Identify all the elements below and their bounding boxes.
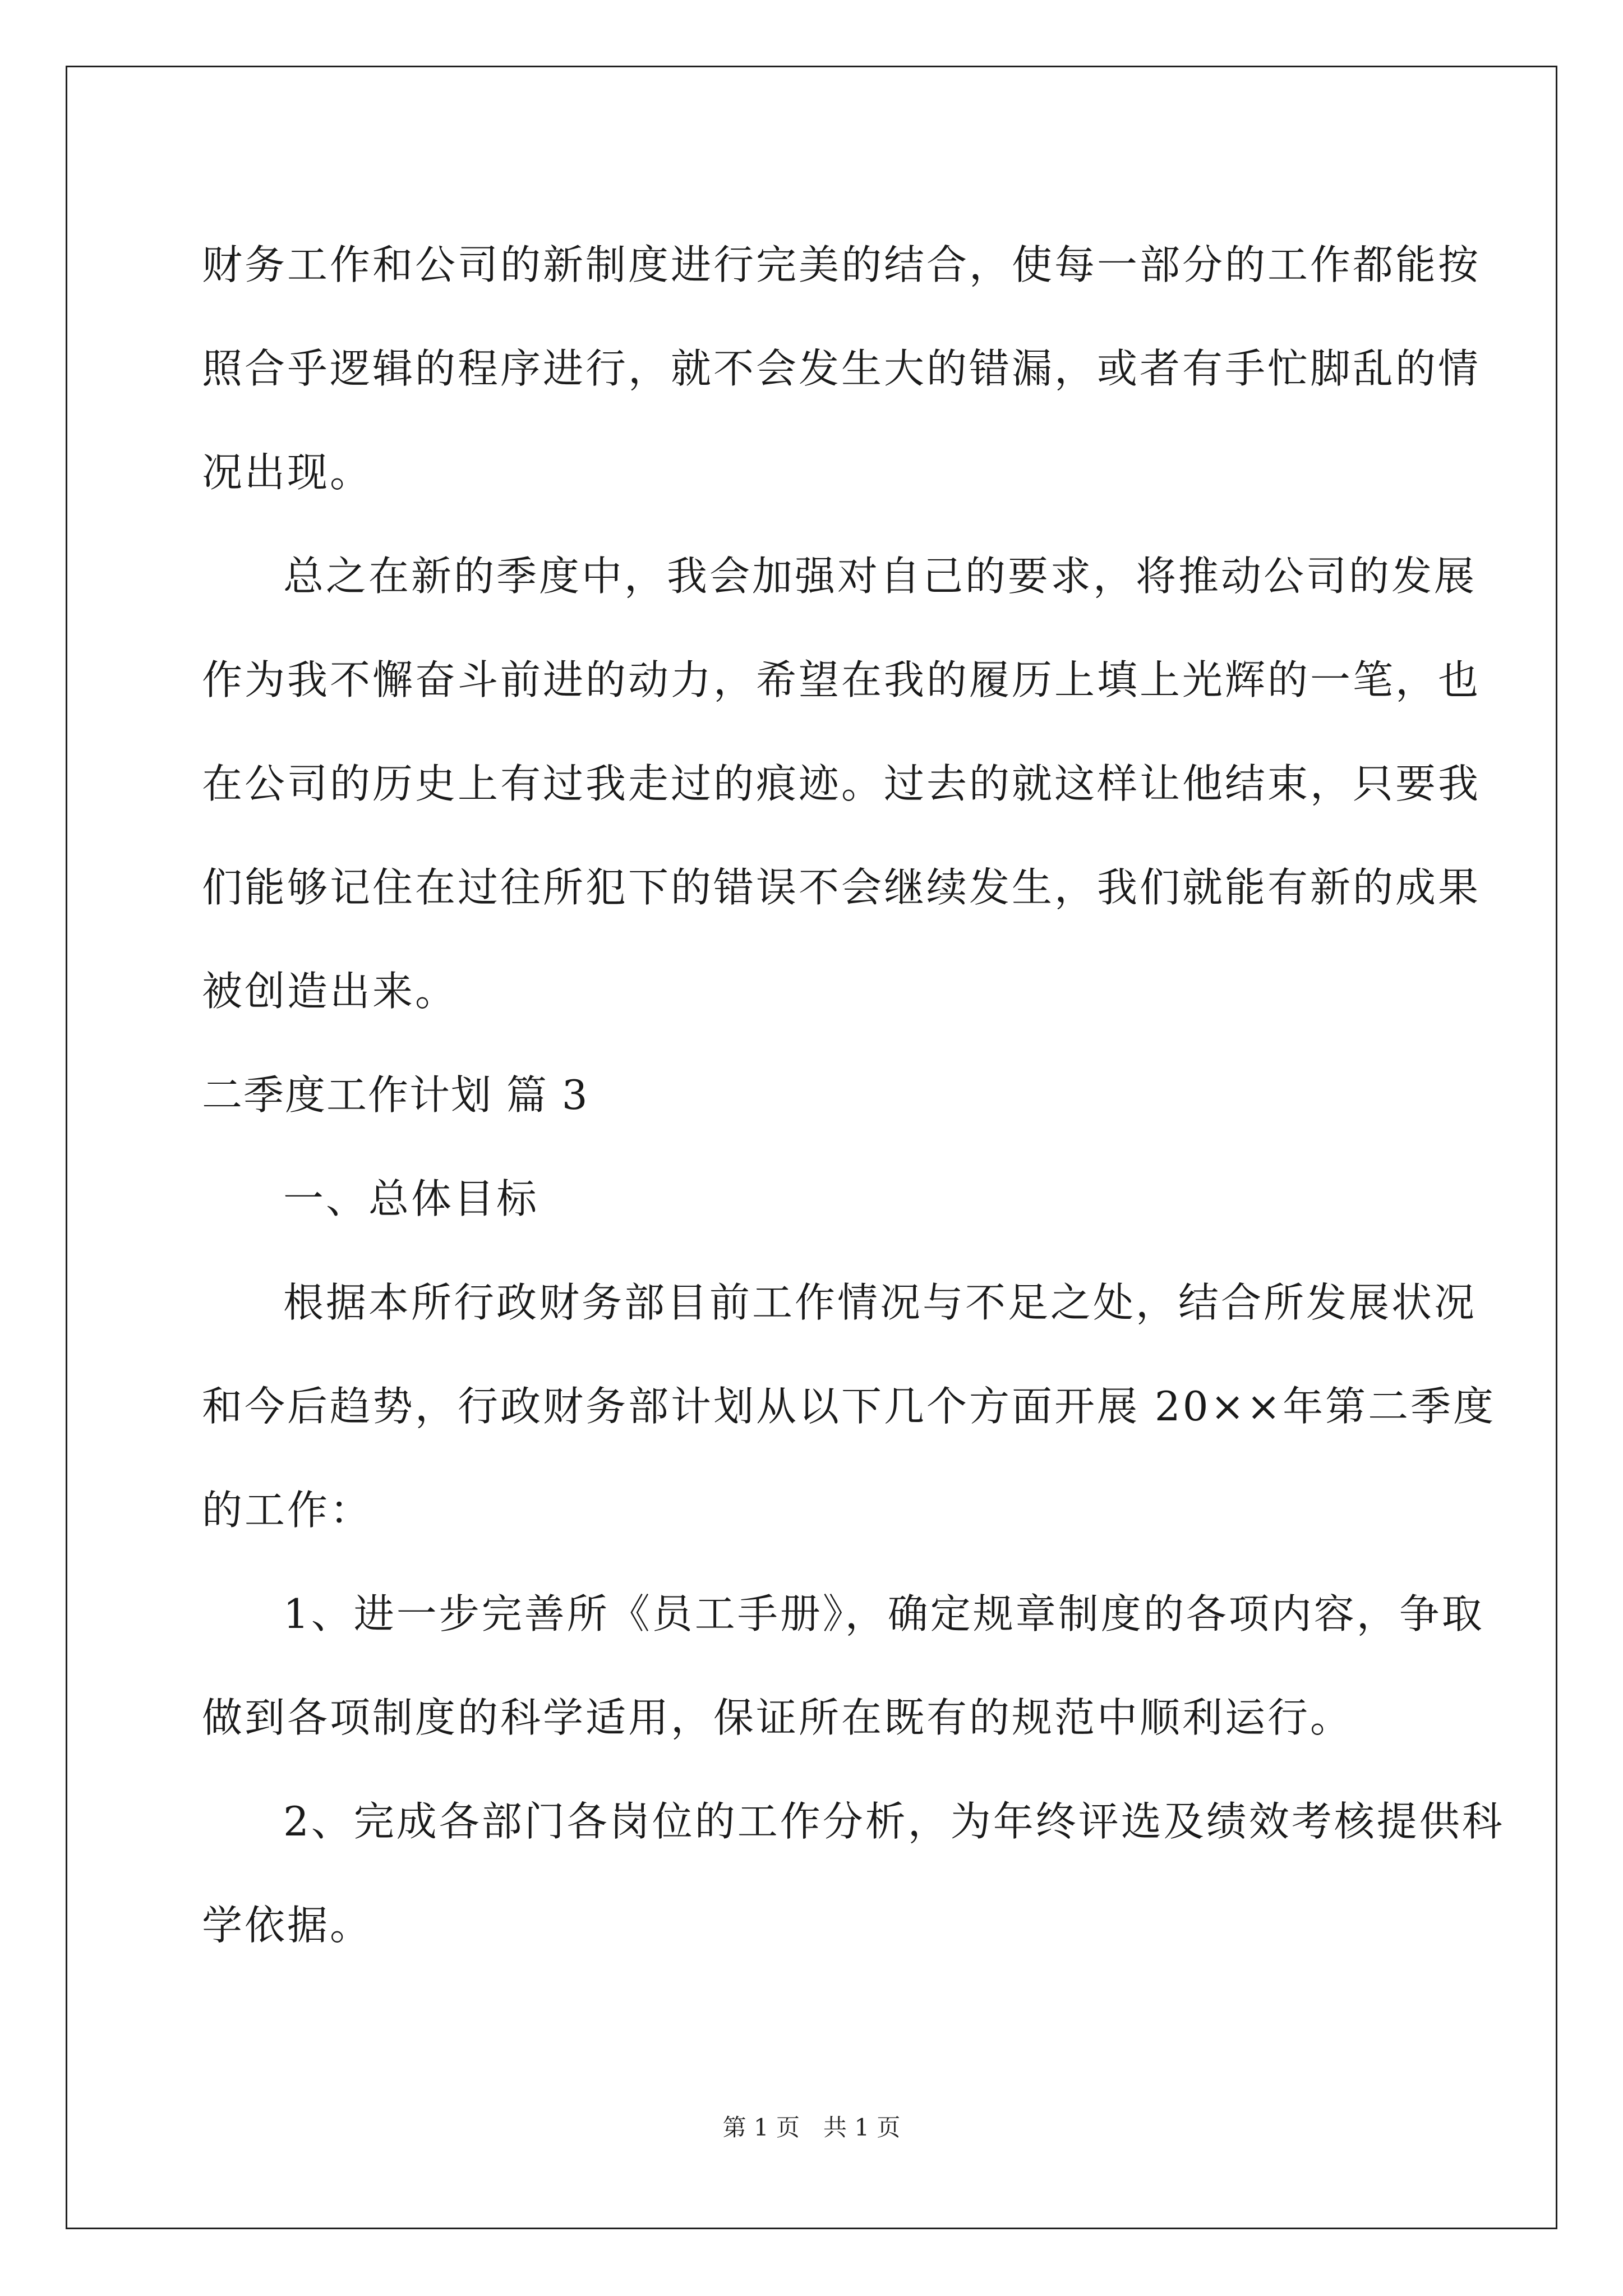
section-heading: 二季度工作计划 篇 3 bbox=[202, 1071, 589, 1119]
text-line: 2、完成各部门各岗位的工作分析，为年终评选及绩效考核提供科 bbox=[283, 1798, 1505, 1845]
text-line: 做到各项制度的科学适用，保证所在既有的规范中顺利运行。 bbox=[202, 1694, 1353, 1741]
text-line: 况出现。 bbox=[202, 449, 373, 496]
page-footer: 第 1 页 共 1 页 bbox=[722, 2114, 901, 2141]
text-line: 根据本所行政财务部目前工作情况与不足之处，结合所发展状况 bbox=[283, 1279, 1477, 1326]
text-line: 财务工作和公司的新制度进行完美的结合，使每一部分的工作都能按 bbox=[202, 241, 1481, 288]
document-body bbox=[202, 213, 1505, 1977]
text-line: 被创造出来。 bbox=[202, 968, 458, 1015]
text-line: 1、进一步完善所《员工手册》，确定规章制度的各项内容，争取 bbox=[283, 1590, 1484, 1637]
text-line: 作为我不懈奋斗前进的动力，希望在我的履历上填上光辉的一笔，也 bbox=[202, 656, 1481, 703]
text-line: 学依据。 bbox=[202, 1902, 373, 1949]
text-line: 在公司的历史上有过我走过的痕迹。过去的就这样让他结束，只要我 bbox=[202, 760, 1481, 807]
subsection-heading: 一、总体目标 bbox=[283, 1175, 540, 1222]
text-line: 们能够记住在过往所犯下的错误不会继续发生，我们就能有新的成果 bbox=[202, 864, 1481, 911]
text-line: 的工作： bbox=[202, 1487, 373, 1534]
text-line: 和今后趋势，行政财务部计划从以下几个方面开展 20××年第二季度 bbox=[202, 1383, 1496, 1430]
text-line: 照合乎逻辑的程序进行，就不会发生大的错漏，或者有手忙脚乱的情 bbox=[202, 345, 1481, 392]
text-line: 总之在新的季度中，我会加强对自己的要求，将推动公司的发展 bbox=[283, 553, 1477, 600]
